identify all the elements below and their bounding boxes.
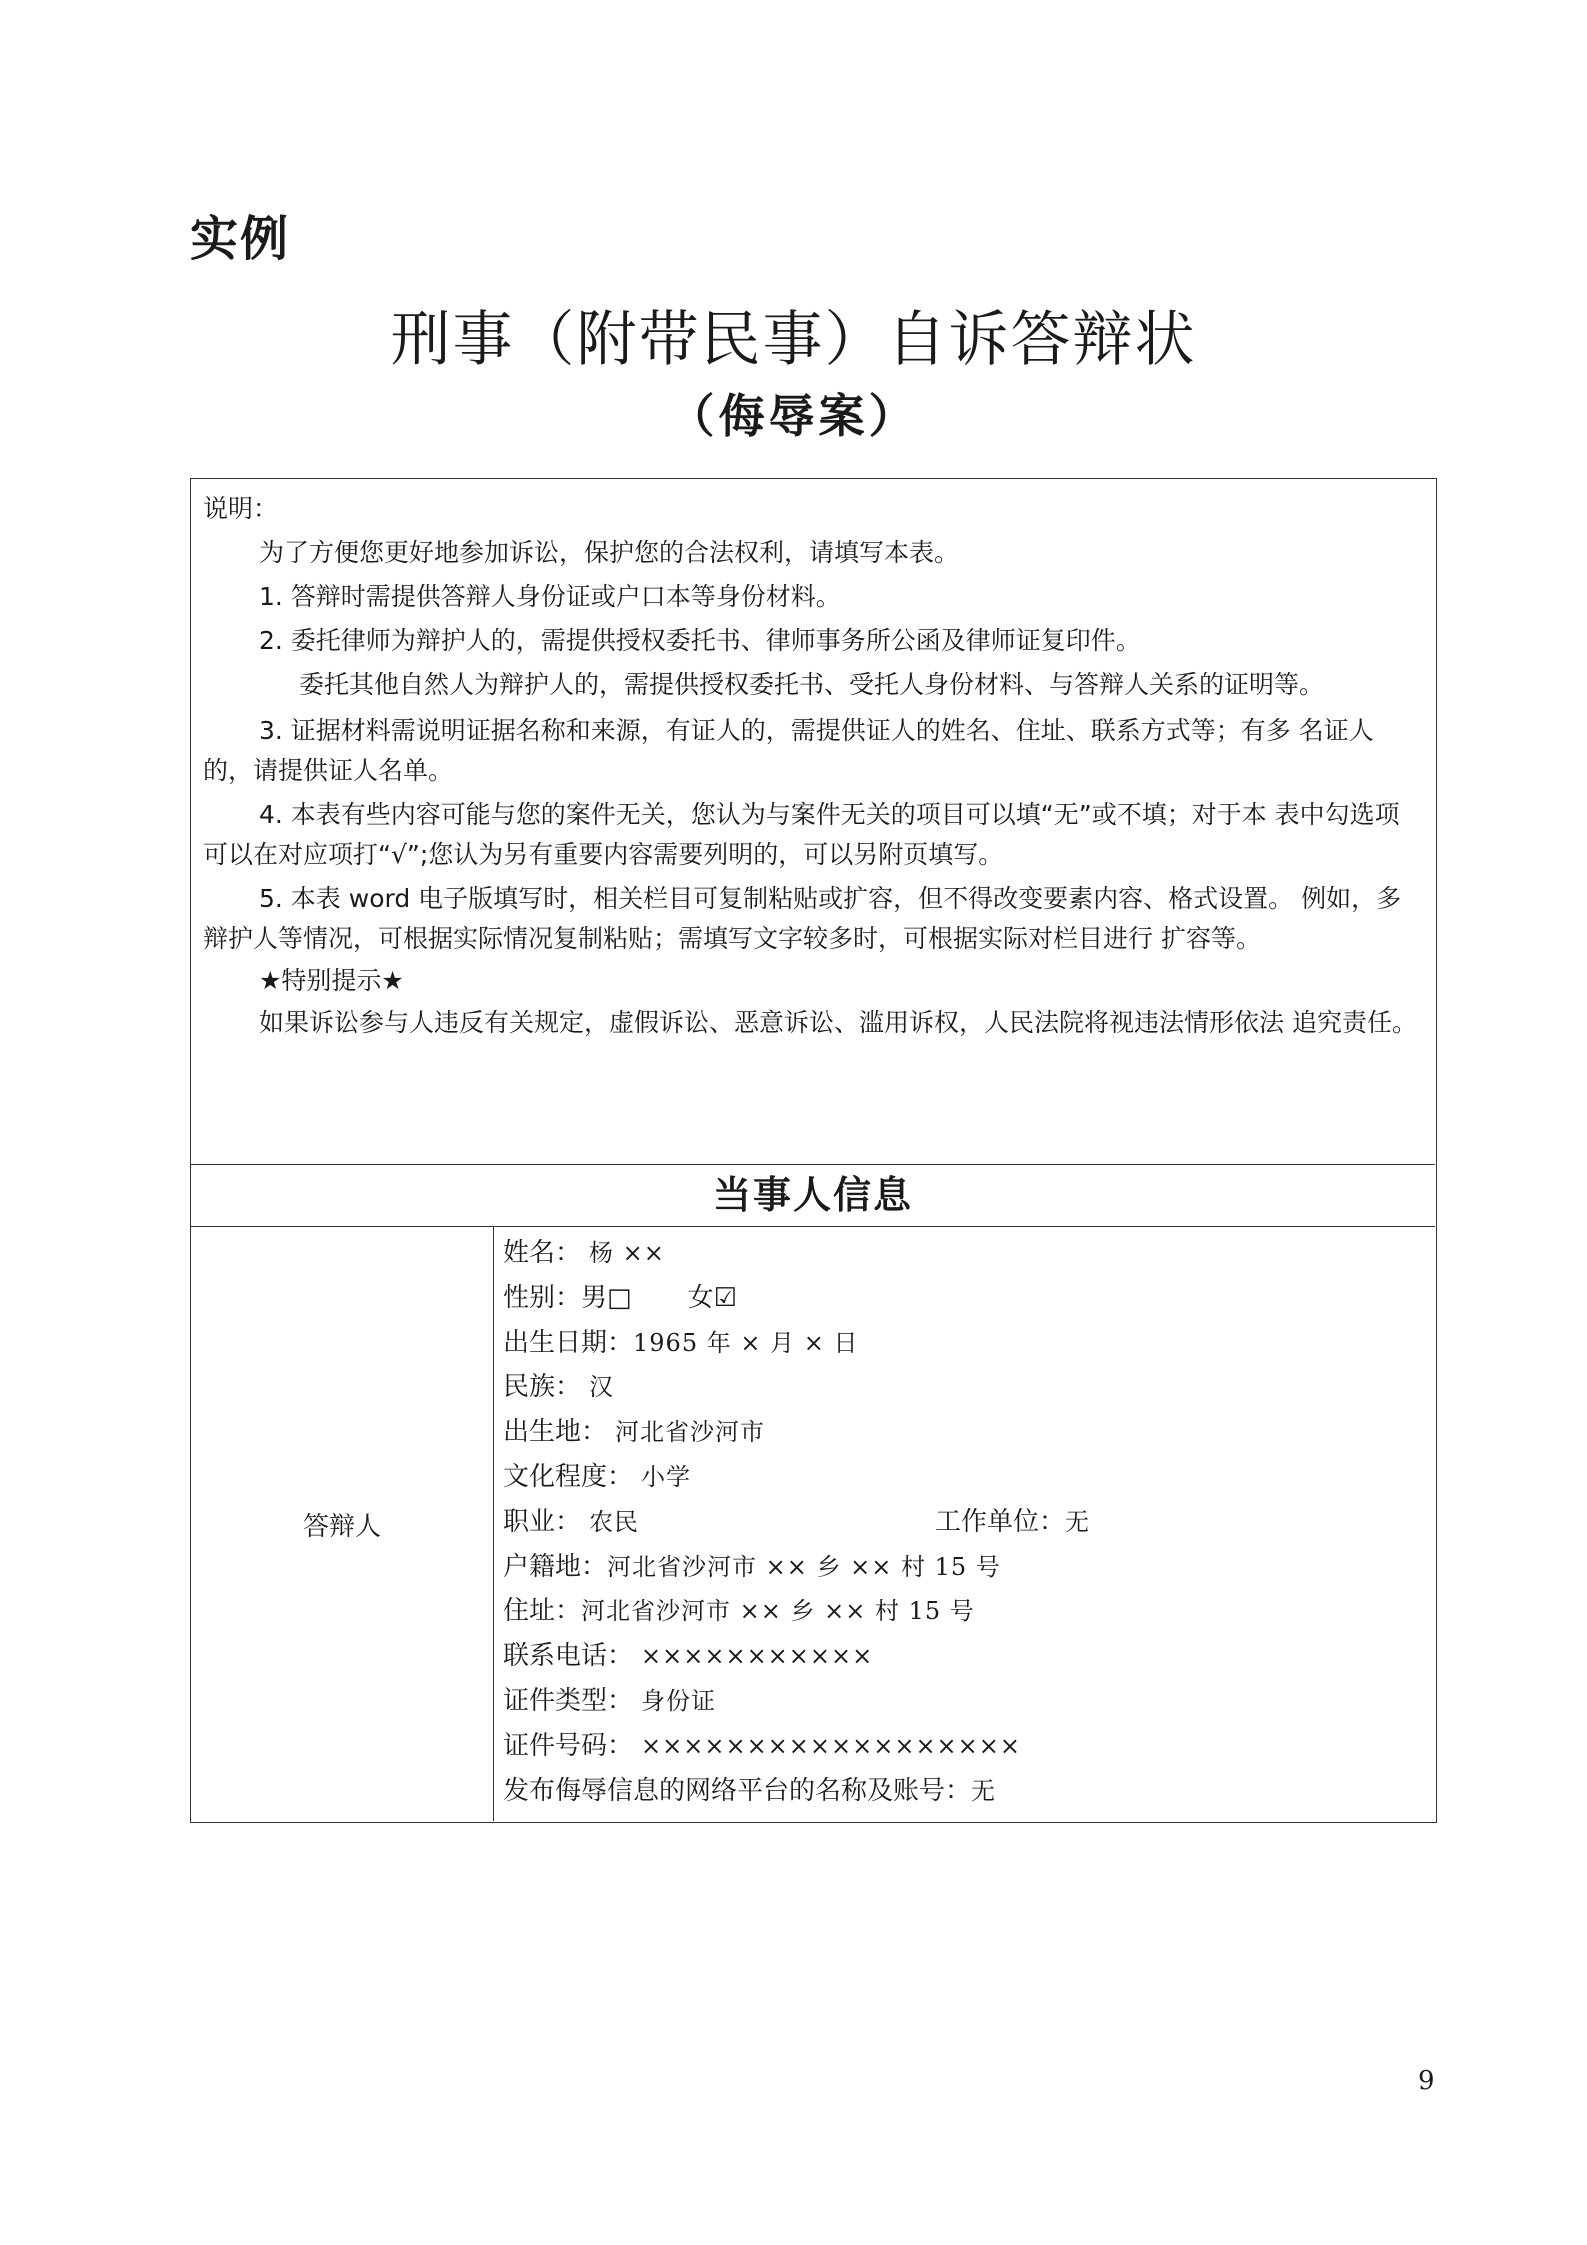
platform-label: 发布侮辱信息的网络平台的名称及账号： bbox=[503, 1775, 972, 1806]
document-subtitle: （侮辱案） bbox=[668, 389, 919, 443]
birthplace-label: 出生地： bbox=[503, 1417, 608, 1448]
instructions-intro: 为了方便您更好地参加诉讼，保护您的合法权利，请填写本表。 bbox=[259, 538, 960, 567]
section-label: 实例 bbox=[190, 211, 291, 267]
page-number: 9 bbox=[1418, 2066, 1435, 2096]
field-birthplace bbox=[503, 1410, 1428, 1455]
form-table bbox=[190, 478, 1437, 1823]
instruction-item-5: 5. 本表 word 电子版填写时，相关栏目可复制粘贴或扩容，但不得改变要素内容、格式设置。 例如，多辩护人等情况，可根据实际情况复制粘贴；需填写文字较多时，可根据实际对栏目进行 扩容等。 bbox=[203, 884, 1402, 953]
gender-label: 性别： bbox=[503, 1282, 582, 1313]
hukou-value: 河北省沙河市 ×× 乡 ×× 村 15 号 bbox=[607, 1552, 1001, 1581]
hukou-label: 户籍地： bbox=[503, 1551, 608, 1582]
ethnic-label: 民族： bbox=[503, 1372, 582, 1403]
role-label: 答辩人 bbox=[302, 1511, 381, 1542]
instruction-item-1: 1. 答辩时需提供答辩人身份证或户口本等身份材料。 bbox=[259, 582, 841, 611]
special-notice-text: 如果诉讼参与人违反有关规定，虚假诉讼、恶意诉讼、滥用诉权，人民法院将视违法情形依法 追究责任。 bbox=[259, 1008, 1417, 1037]
field-platform bbox=[503, 1769, 1428, 1814]
instruction-item-3: 3. 证据材料需说明证据名称和来源，有证人的，需提供证人的姓名、住址、联系方式等；有多 名证人的，请提供证人名单。 bbox=[203, 716, 1374, 785]
instructions-label: 说明： bbox=[203, 494, 279, 523]
birth-value: 1965 年 × 月 × 日 bbox=[633, 1328, 859, 1357]
document-title: 刑事（附带民事）自诉答辩状 bbox=[390, 305, 1197, 375]
field-gender bbox=[503, 1276, 1428, 1321]
field-hukou bbox=[503, 1545, 1428, 1590]
instructions-block bbox=[191, 479, 1435, 1165]
ethnic-value: 汉 bbox=[589, 1373, 615, 1402]
field-education bbox=[503, 1455, 1428, 1500]
phone-label: 联系电话： bbox=[503, 1641, 634, 1672]
name-label: 姓名： bbox=[503, 1238, 582, 1268]
address-label: 住址： bbox=[503, 1596, 582, 1627]
instruction-item-2a: 2. 委托律师为辩护人的，需提供授权委托书、律师事务所公函及律师证复印件。 bbox=[259, 626, 1141, 655]
idtype-value: 身份证 bbox=[641, 1686, 717, 1715]
address-value: 河北省沙河市 ×× 乡 ×× 村 15 号 bbox=[581, 1597, 975, 1626]
field-id-type bbox=[503, 1679, 1428, 1724]
birthplace-value: 河北省沙河市 bbox=[615, 1418, 766, 1447]
job-value: 农民 bbox=[589, 1507, 640, 1536]
special-notice-title: ★特别提示★ bbox=[259, 966, 404, 995]
employer-value: 无 bbox=[1065, 1507, 1091, 1536]
field-employer bbox=[935, 1500, 1090, 1545]
idnum-label: 证件号码： bbox=[503, 1730, 634, 1761]
phone-value: ××××××××××× bbox=[641, 1642, 874, 1671]
field-address bbox=[503, 1589, 1428, 1634]
party-fields bbox=[503, 1231, 1428, 1813]
role-cell bbox=[191, 1227, 494, 1821]
party-info-header: 当事人信息 bbox=[191, 1165, 1435, 1227]
idnum-value: ×××××××××××××××××× bbox=[641, 1731, 1021, 1760]
platform-value: 无 bbox=[971, 1776, 997, 1805]
field-name bbox=[503, 1231, 1428, 1276]
instruction-item-4: 4. 本表有些内容可能与您的案件无关，您认为与案件无关的项目可以填“无”或不填；对于本 表中勾选项可以在对应项打“√”;您认为另有重要内容需要列明的，可以另附页填写。 bbox=[203, 800, 1400, 869]
field-id-number bbox=[503, 1724, 1428, 1769]
field-birthdate bbox=[503, 1321, 1428, 1366]
idtype-label: 证件类型： bbox=[503, 1685, 634, 1716]
gender-female-option[interactable]: 女☑ bbox=[687, 1282, 737, 1313]
job-label: 职业： bbox=[503, 1506, 582, 1537]
field-ethnicity bbox=[503, 1365, 1428, 1410]
edu-value: 小学 bbox=[641, 1462, 692, 1491]
employer-label: 工作单位： bbox=[935, 1506, 1066, 1537]
birth-label: 出生日期： bbox=[503, 1327, 634, 1358]
gender-male-option[interactable]: 男□ bbox=[581, 1282, 632, 1313]
edu-label: 文化程度： bbox=[503, 1461, 634, 1492]
field-phone bbox=[503, 1634, 1428, 1679]
instruction-item-2b: 委托其他自然人为辩护人的，需提供授权委托书、受托人身份材料、与答辩人关系的证明等。 bbox=[299, 670, 1325, 699]
name-value: 杨 ×× bbox=[589, 1239, 665, 1267]
field-occupation bbox=[503, 1500, 1428, 1545]
